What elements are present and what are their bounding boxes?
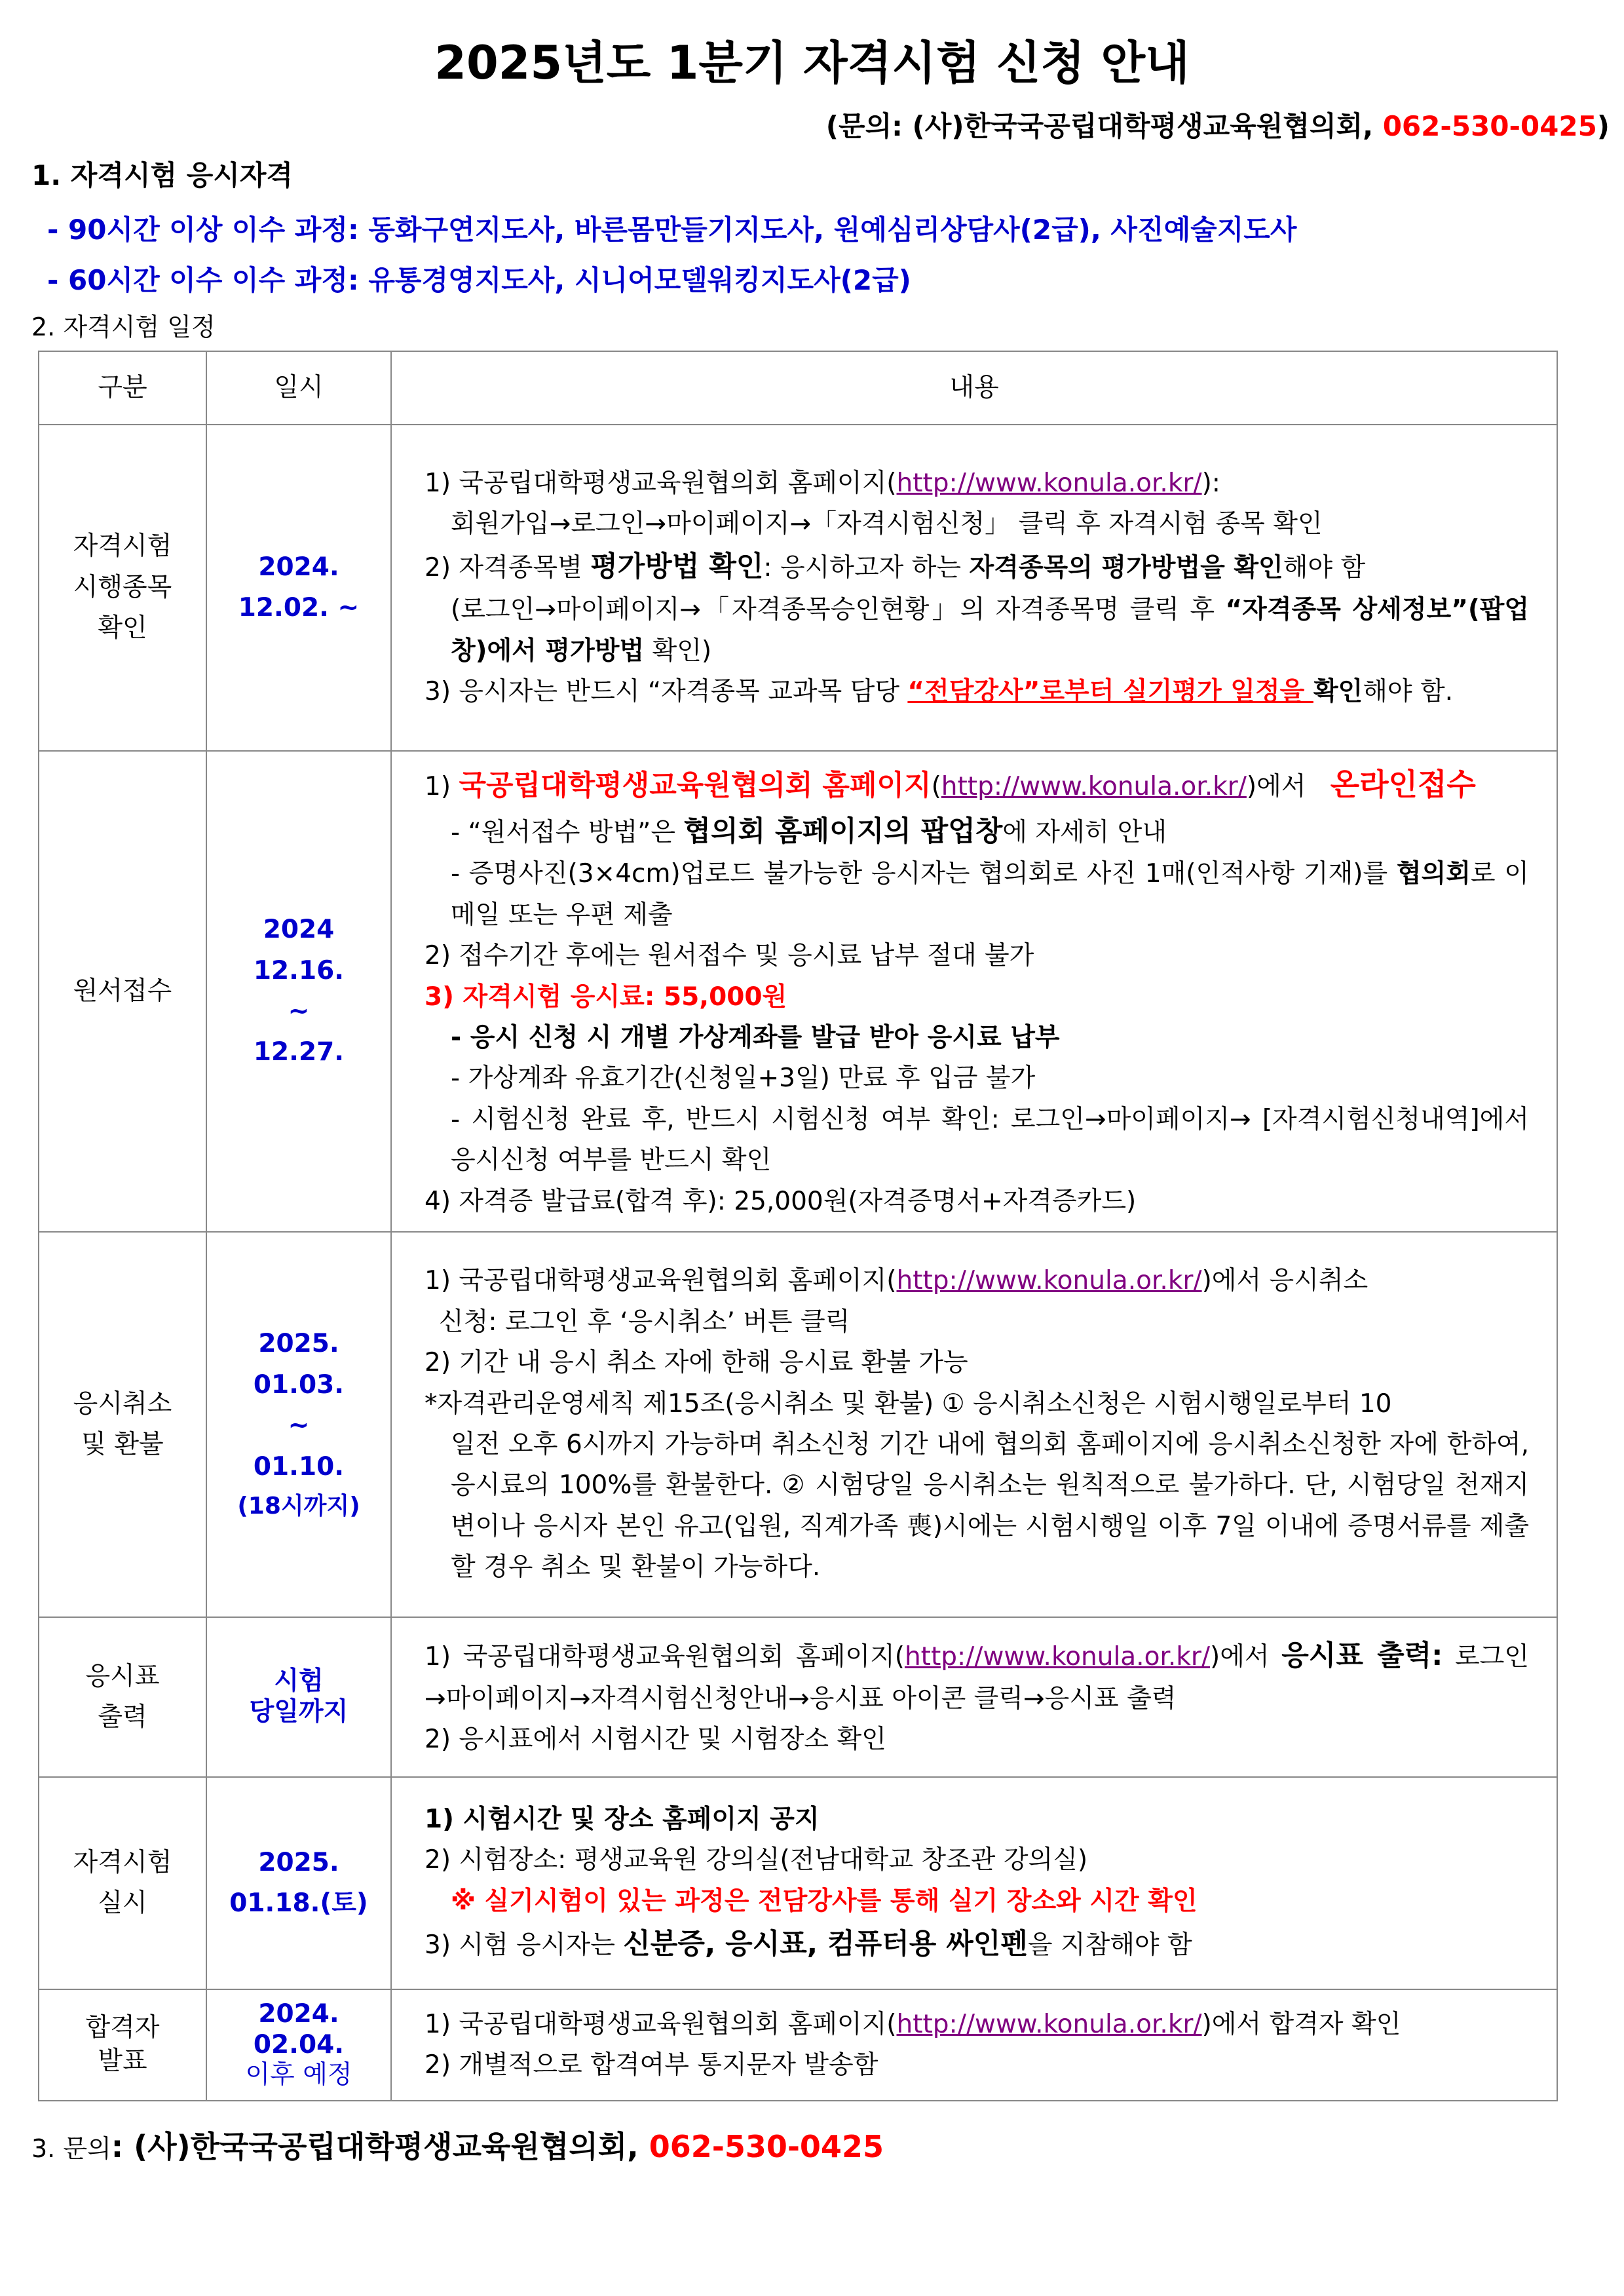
konula-link[interactable]: http://www.konula.or.kr/: [904, 1642, 1211, 1672]
col-header-content: 내용: [391, 351, 1557, 425]
content-text: )에서: [1246, 772, 1306, 801]
category-line: 응시표: [85, 1661, 160, 1691]
content-bold: - 응시 신청 시 개별 가상계좌를 발급 받아 응시료 납부: [451, 1022, 1060, 1052]
content-text: 2) 자격종목별: [425, 553, 591, 583]
requirement-60h: - 60시간 이수 이수 과정: 유통경영지도사, 시니어모델워킹지도사(2급): [47, 264, 911, 296]
top-contact-suffix: ): [1596, 110, 1610, 142]
content-text: 2) 개별적으로 합격여부 통지문자 발송함: [425, 2050, 878, 2080]
konula-link[interactable]: http://www.konula.or.kr/: [941, 772, 1247, 801]
content-text: 로 이메일 또는 우편 제출: [451, 859, 1529, 930]
row-category: [39, 1617, 206, 1777]
content-text: 로그인→마이페이지→자격시험신청안내→응시표 아이콘 클릭→응시표 출력: [425, 1642, 1529, 1713]
date-line: 01.18.(토): [229, 1888, 368, 1918]
content-text: (: [931, 772, 941, 801]
online-apply-label: 온라인접수: [1330, 767, 1476, 802]
content-text: : 응시하고자 하는: [763, 553, 970, 583]
content-bold: 자격종목의 평가방법을 확인: [969, 553, 1283, 583]
content-text: 2) 접수기간 후에는 원서접수 및 응시료 납부 절대 불가: [425, 941, 1034, 971]
konula-link[interactable]: http://www.konula.or.kr/: [896, 2009, 1202, 2039]
date-line: 01.10.: [253, 1451, 345, 1482]
table-row: [39, 1989, 1557, 2101]
content-text: 1) 국공립대학평생교육원협의회 홈페이지(: [425, 1266, 897, 1296]
content-text: 일전 오후 6시까지 가능하며 취소신청 기간 내에 협의회 홈페이지에 응시취소신청한 자에 한하여, 응시료의 100%를 환불한다. ② 시험당일 응시취소는 원칙적으로 불가하다. 단, 시험당일 천재지변이나 응시자 본인 유고(입원, 직계가족 喪)시에는 시험시행일 이후 7일 이내에 증명서류를 제출할 경우 취소 및 환불이 가능하다.: [451, 1429, 1529, 1582]
exam-fee: 3) 자격시험 응시료: 55,000원: [425, 982, 787, 1012]
section2-heading: 2. 자격시험 일정: [31, 313, 216, 341]
content-text: 4) 자격증 발급료(합격 후): 25,000원(자격증명서+자격증카드): [425, 1186, 1137, 1216]
date-line: 2025.: [258, 1847, 339, 1877]
top-contact-phone: 062-530-0425: [1382, 110, 1597, 142]
content-text: 3) 시험 응시자는: [425, 1930, 624, 1961]
category-line: 시행종목: [73, 572, 172, 602]
content-text: )에서 응시취소: [1201, 1266, 1369, 1296]
date-line: (18시까지): [237, 1492, 360, 1520]
date-line: 2024.: [258, 552, 339, 582]
category-line: 실시: [98, 1888, 147, 1918]
date-line: 시험: [274, 1666, 324, 1696]
col-header-date: 일시: [206, 351, 391, 425]
category-line: 응시취소: [73, 1388, 172, 1419]
date-line: 02.04.: [253, 2029, 345, 2059]
row-content: [391, 1989, 1557, 2101]
row-date: [206, 1989, 391, 2101]
content-red-bold: ※ 실기시험이 있는 과정은 전담강사를 통해 실기 장소와 시간 확인: [451, 1886, 1198, 1916]
row-category: [39, 425, 206, 751]
content-text: 1) 국공립대학평생교육원협의회 홈페이지(: [425, 468, 897, 498]
date-line: 2024: [263, 915, 335, 945]
row-date: [206, 1617, 391, 1777]
table-header-row: [39, 351, 1557, 425]
section3-colon: :: [111, 2129, 124, 2164]
content-bold: 확인: [1313, 676, 1363, 706]
top-contact-org: (사)한국국공립대학평생교육원협의회,: [902, 110, 1374, 142]
content-text: - 증명사진(3×4cm)업로드 불가능한 응시자는 협의회로 사진 1매(인적사항 기재)를: [451, 859, 1397, 889]
top-contact-prefix: (문의:: [825, 110, 903, 142]
category-line: 및 환불: [81, 1429, 164, 1459]
date-line: 2025.: [258, 1329, 339, 1359]
category-line: 자격시험: [73, 1847, 172, 1877]
category-line: 출력: [98, 1702, 147, 1732]
date-line: 당일까지: [249, 1696, 349, 1727]
content-text: (로그인→마이페이지→「자격종목승인현황」의 자격종목명 클릭 후: [451, 595, 1226, 625]
konula-link[interactable]: http://www.konula.or.kr/: [896, 468, 1202, 498]
row-content: [391, 1777, 1557, 1989]
row-date: [206, 1777, 391, 1989]
section3-org: (사)한국국공립대학평생교육원협의회,: [123, 2129, 639, 2164]
content-text: )에서 합격자 확인: [1201, 2009, 1401, 2039]
content-text: 1) 국공립대학평생교육원협의회 홈페이지(: [425, 2009, 897, 2039]
date-line: 12.16.: [253, 955, 345, 985]
table-row: [39, 425, 1557, 751]
date-line: 12.27.: [253, 1037, 345, 1067]
section3-prefix: 3. 문의: [31, 2134, 111, 2163]
content-bold: “자격종목 상세정보”(팝업창)에서 평가방법: [451, 595, 1530, 666]
date-line: 12.02. ~: [238, 593, 360, 622]
row-content: [391, 1232, 1557, 1617]
row-category: [39, 1777, 206, 1989]
row-content: [391, 751, 1557, 1232]
row-category: [39, 751, 206, 1232]
col-header-category: 구분: [39, 351, 206, 425]
content-text: - 시험신청 완료 후, 반드시 시험신청 여부 확인: 로그인→마이페이지→ [자격시험신청내역]에서 응시신청 여부를 반드시 확인: [451, 1104, 1529, 1176]
content-text: 확인): [644, 636, 712, 666]
content-text: 해야 함.: [1363, 676, 1454, 706]
content-text: 2) 기간 내 응시 취소 자에 한해 응시료 환불 가능: [425, 1348, 968, 1378]
date-line: 2024.: [258, 1999, 339, 2029]
date-line: ~: [288, 1411, 310, 1441]
category-line: 확인: [98, 613, 147, 643]
category-line: 발표: [98, 2046, 147, 2076]
content-text: *자격관리운영세칙 제15조(응시취소 및 환불) ① 응시취소신청은 시험시행일로부터 10: [425, 1388, 1392, 1419]
date-line: 이후 예정: [245, 2060, 352, 2090]
content-text: 회원가입→로그인→마이페이지→「자격시험신청」 클릭 후 자격시험 종목 확인: [451, 509, 1323, 539]
requirement-90h: - 90시간 이상 이수 과정: 동화구연지도사, 바른몸만들기지도사, 원예심리상담사(2급), 사진예술지도사: [47, 214, 1297, 246]
content-bold: 신분증, 응시표, 컴퓨터용 싸인펜: [623, 1928, 1028, 1961]
table-row: [39, 1777, 1557, 1989]
content-bold: 협의회: [1396, 859, 1471, 889]
top-contact: [826, 105, 1610, 144]
section3-contact: [31, 2123, 884, 2166]
date-line: 01.03.: [253, 1369, 345, 1400]
content-text: 1): [425, 772, 459, 801]
row-date: [206, 751, 391, 1232]
row-date: [206, 425, 391, 751]
content-text: 1) 국공립대학평생교육원협의회 홈페이지(: [425, 1642, 905, 1672]
content-text: - 가상계좌 유효기간(신청일+3일) 만료 후 입금 불가: [451, 1063, 1036, 1094]
row-content: [391, 425, 1557, 751]
content-text: 을 지참해야 함: [1027, 1930, 1192, 1961]
content-text: 2) 시험장소: 평생교육원 강의실(전남대학교 창조관 강의실): [425, 1845, 1088, 1875]
category-line: 자격시험: [73, 531, 172, 562]
content-bold: 응시표 출력:: [1281, 1639, 1443, 1673]
content-text: - “원서접수 방법”은: [451, 817, 684, 847]
content-red-underline: “전담강사”로부터 실기평가 일정을: [907, 676, 1313, 706]
content-text: ):: [1201, 468, 1220, 498]
table-row: [39, 1232, 1557, 1617]
section3-phone: 062-530-0425: [638, 2129, 884, 2164]
page-title: 2025년도 1분기 자격시험 신청 안내: [434, 36, 1190, 90]
content-bold: 평가방법 확인: [590, 550, 764, 584]
date-line: ~: [288, 996, 310, 1026]
content-bold: 협의회 홈페이지의 팝업창: [683, 814, 1003, 848]
section1-heading: 1. 자격시험 응시자격: [31, 159, 293, 191]
content-text: 3) 응시자는 반드시 “자격종목 교과목 담당: [425, 676, 908, 706]
table-row: [39, 751, 1557, 1232]
content-text: 신청: 로그인 후 ‘응시취소’ 버튼 클릭: [439, 1307, 850, 1337]
konula-link[interactable]: http://www.konula.or.kr/: [896, 1266, 1202, 1296]
row-category: [39, 1989, 206, 2101]
row-content: [391, 1617, 1557, 1777]
content-text: )에서: [1210, 1642, 1282, 1672]
row-category: [39, 1232, 206, 1617]
schedule-table: [38, 351, 1558, 2101]
content-bold: 1) 시험시간 및 장소 홈페이지 공지: [425, 1804, 820, 1834]
content-text: 에 자세히 안내: [1002, 817, 1167, 847]
content-red-bold: 국공립대학평생교육원협의회 홈페이지: [459, 769, 932, 802]
row-date: [206, 1232, 391, 1617]
content-text: 2) 응시표에서 시험시간 및 시험장소 확인: [425, 1725, 886, 1755]
content-text: 해야 함: [1283, 553, 1366, 583]
category-line: 원서접수: [73, 976, 172, 1006]
table-row: [39, 1617, 1557, 1777]
category-line: 합격자: [85, 2013, 160, 2043]
